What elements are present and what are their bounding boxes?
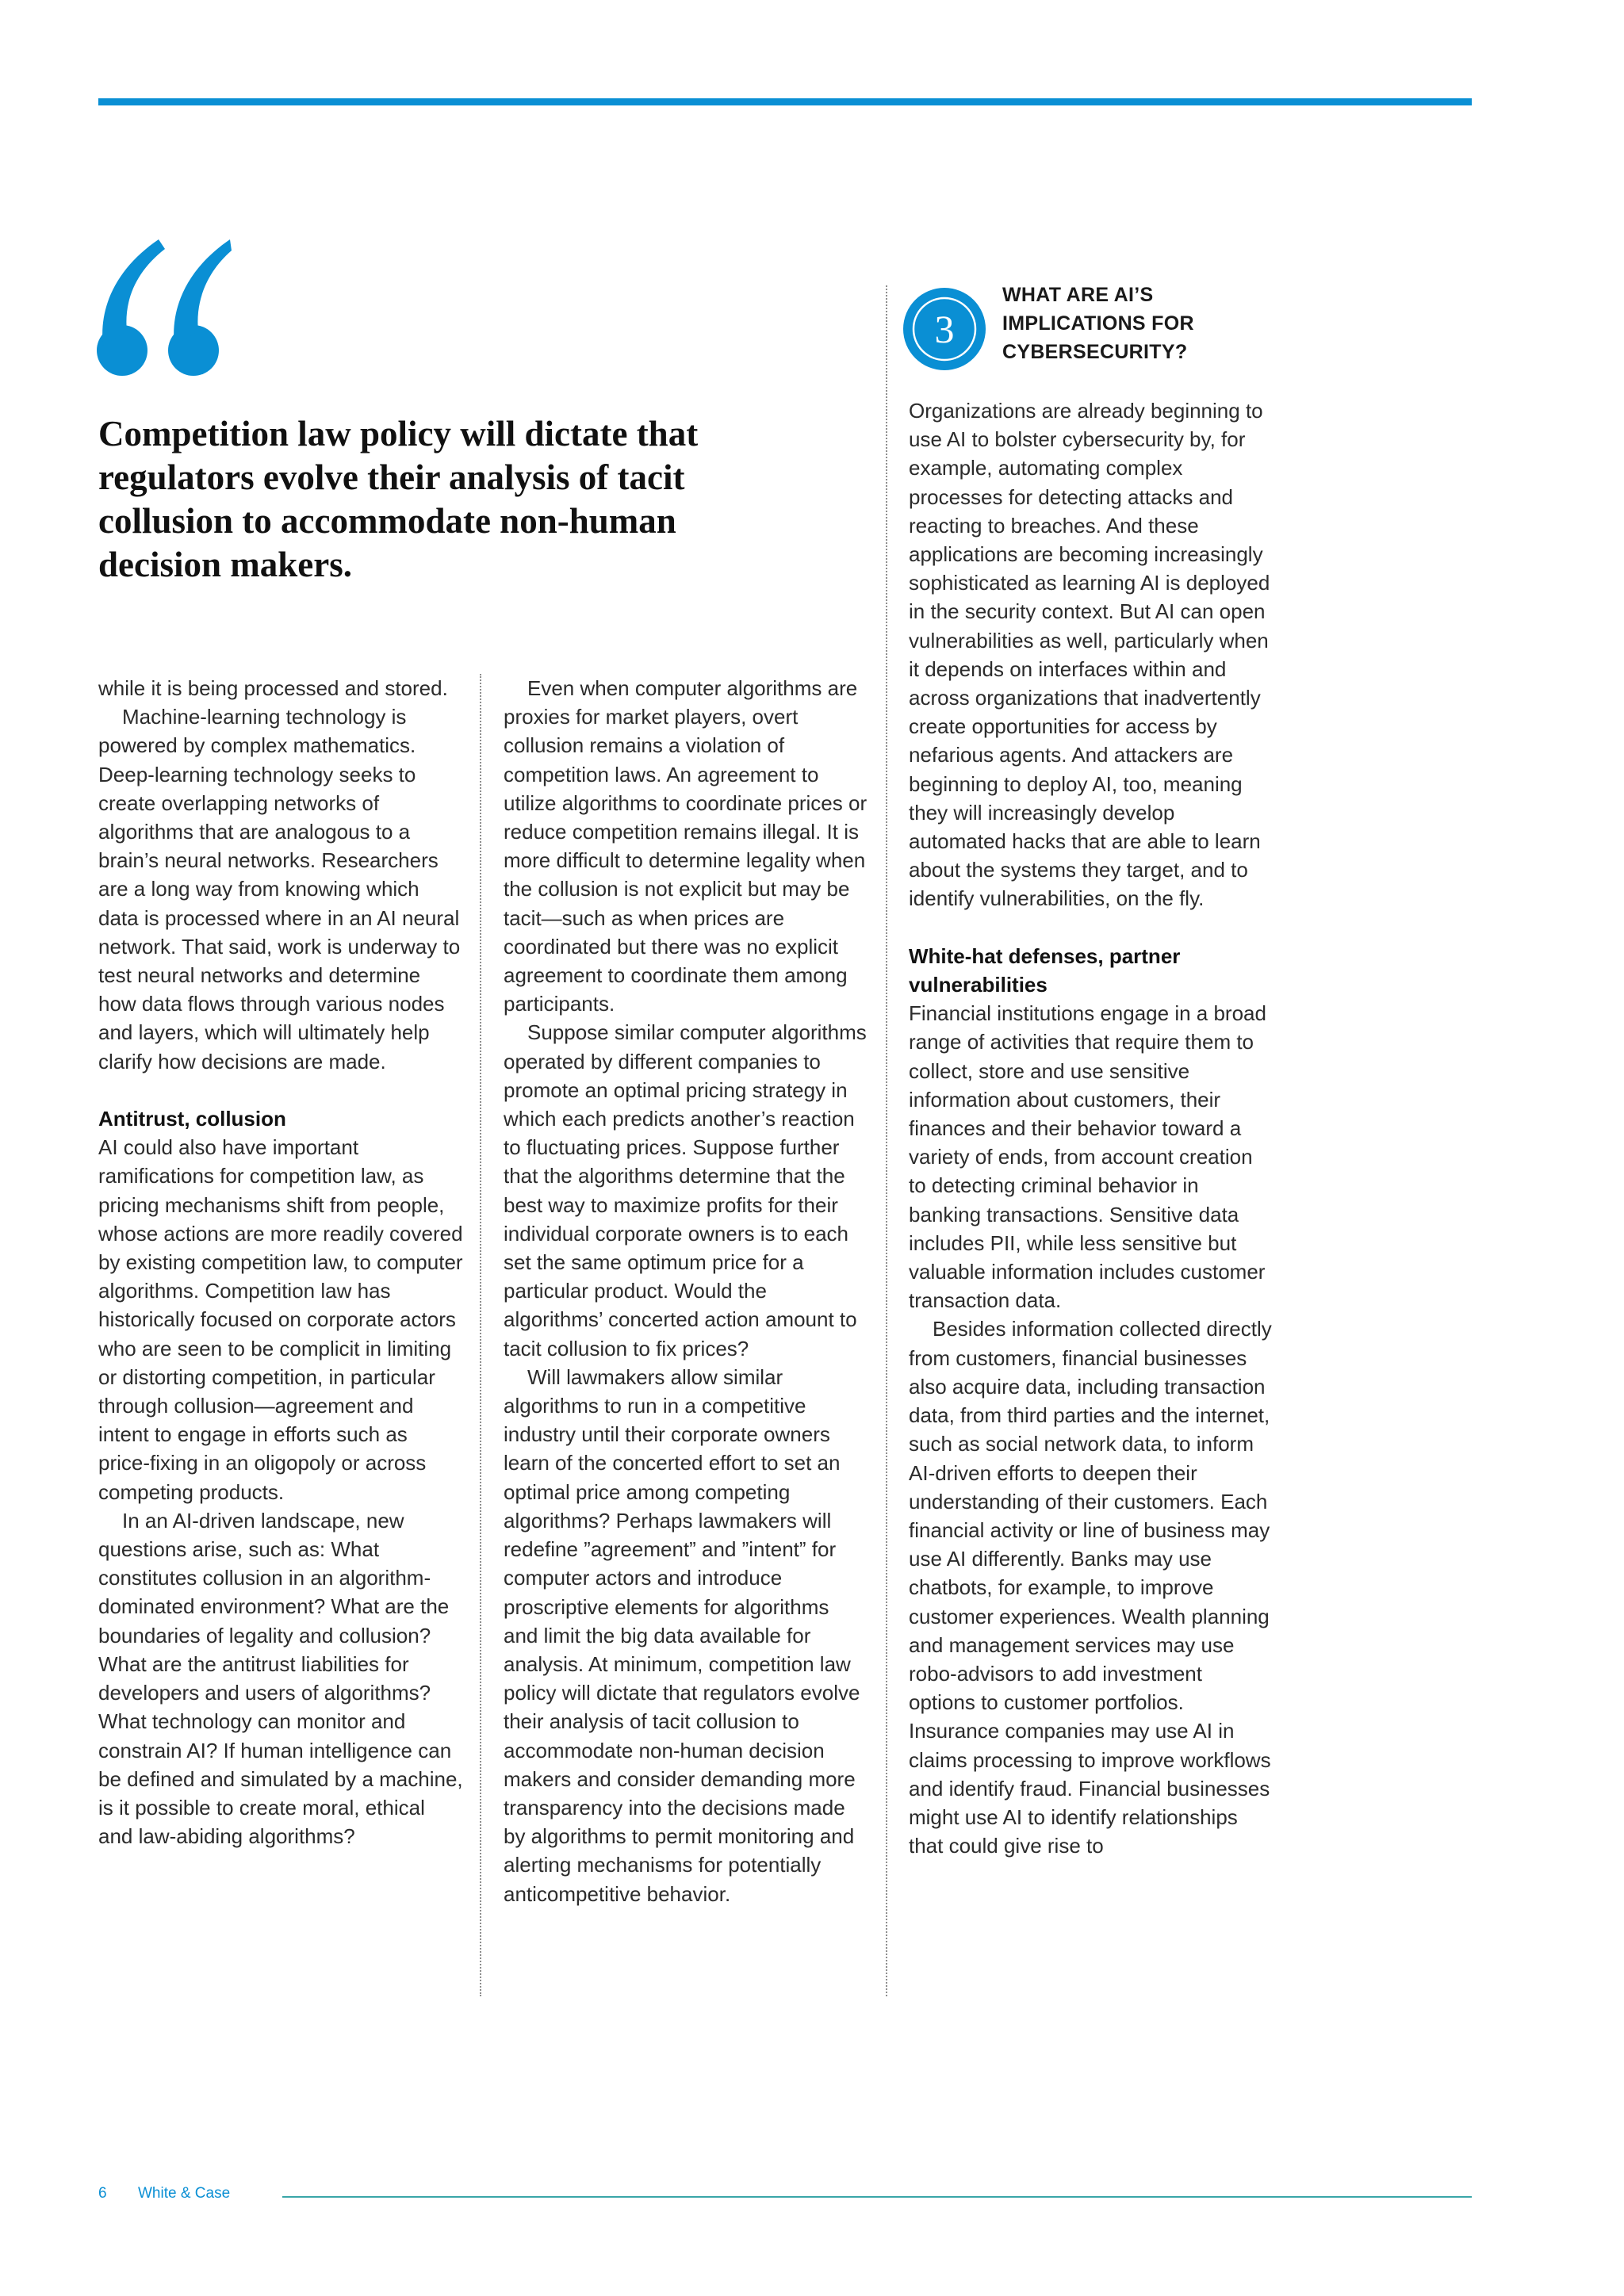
top-accent-rule [98,98,1472,105]
paragraph: Organizations are already beginning to use AI to bolster cybersecurity by, for example, automating complex processes for detecting attacks and reacting to breaches. And these applications are becoming increasingly sophisticated as learning AI is deployed in the security context. But AI can open vulnerabilities as well, particularly when it depends on interfaces within and across organizations that inadvertently create opportunities for access by nefarious agents. And attackers are beginning to deploy AI, too, meaning they will increasingly develop automated hacks that are able to learn about the systems they target, and to identify vulnerabilities, on the fly. [909,399,1270,911]
section-title: WHAT ARE AI’S IMPLICATIONS FOR CYBERSECURITY? [1002,284,1194,363]
paragraph: Financial institutions engage in a broad range of activities that require them to collect, store and use sensitive information about customers, their finances and their behavior toward a variety of ends, from account creation to detecting criminal behavior in banking transactions. Sensitive data includes PII, while less sensitive but valuable information includes customer transaction data. [909,1001,1266,1313]
paragraph: In an AI-driven landscape, new questions arise, such as: What constitutes collusion in an algorithm-dominated environment? What are the boundaries of legality and collusion? What are the antitrust liabilities for developers and users of algorithms? What technology can monitor and constrain AI? If human intelligence can be defined and simulated by a machine, is it possible to create moral, ethical and law-abiding algorithms? [98,1508,463,1849]
paragraph: AI could also have important ramifications for competition law, as pricing mechanisms shift from people, whose actions are more readily covered by existing competition law, to computer algorithms. Competition law has historically focused on corporate actors who are seen to be complicit in limiting or distorting competition, in particular through collusion—agreement and intent to engage in efforts such as price-fixing in an oligopoly or across competing products. [98,1135,463,1504]
section-number: 3 [934,307,955,351]
paragraph: Will lawmakers allow similar algorithms to run in a competitive industry until their corporate owners learn of the concerted effort to set an optimal price among competing algorithms? Perhaps lawmakers will redefine ”agreement” and ”intent” for computer actors and introduce proscriptive elements for algorithms and limit the big data available for analysis. At minimum, competition law policy will dictate that regulators evolve their analysis of tacit collusion to accommodate non-human decision makers and consider demanding more transparency into the decisions made by algorithms to permit monitoring and alerting mechanisms for potentially anticompetitive behavior. [504,1364,860,1906]
section-number-badge [902,287,986,371]
paragraph: Machine-learning technology is powered by complex mathematics. Deep-learning technology seeks to create overlapping networks of algorithms that are analogous to a brain’s neural networks. Researchers are a long way from knowing which data is processed where in an AI neural network. That said, work is underway to test neural networks and determine how data flows through various nodes and layers, which will ultimately help clarify how decisions are made. [98,705,461,1073]
page-number: 6 [98,2185,107,2202]
footer-brand: White & Case [138,2185,231,2202]
subheading-antitrust: Antitrust, collusion [98,1107,286,1131]
paragraph: Besides information collected directly from customers, financial businesses also acquire data, including transaction data, from third parties and the internet, such as social network data, to inform AI-driven efforts to deepen their understanding of their customers. Each financial activity or line of business may use AI differently. Banks may use chatbots, for example, to improve customer experiences. Wealth planning and management services may use robo-advisors to add investment options to customer portfolios. Insurance companies may use AI in claims processing to improve workflows and identify fraud. Financial businesses might use AI to identify relationships that could give rise to [909,1317,1272,1858]
subheading-white-hat: White-hat defenses, partner vulnerabilities [909,943,1181,997]
column-divider [480,674,481,1996]
paragraph: while it is being processed and stored. [98,676,448,700]
paragraph: Even when computer algorithms are proxies for market players, overt collusion remains a violation of competition laws. An agreement to utilize algorithms to coordinate prices or reduce competition remains illegal. It is more difficult to determine legality when the collusion is not explicit but may be tacit—such as when prices are coordinated but there was no explicit agreement to coordinate them among participants. [504,676,868,1016]
article-column-2 [504,674,868,1908]
article-column-3 [909,396,1274,1860]
paragraph: Suppose similar computer algorithms operated by different companies to promote an optimal pricing strategy in which each predicts another’s reaction to fluctuating prices. Suppose further that the algorithms determine that the best way to maximize profits for their individual corporate owners is to each set the same optimum price for a particular product. Would the algorithms’ concerted action amount to tacit collusion to fix prices? [504,1020,867,1360]
pull-quote: Competition law policy will dictate that regulators evolve their analysis of tacit collusion to accommodate non-human decision makers. [98,414,699,584]
article-column-1 [98,674,463,1850]
footer-rule [282,2196,1472,2198]
column-divider [886,285,887,1996]
quote-mark-icon [92,232,232,390]
